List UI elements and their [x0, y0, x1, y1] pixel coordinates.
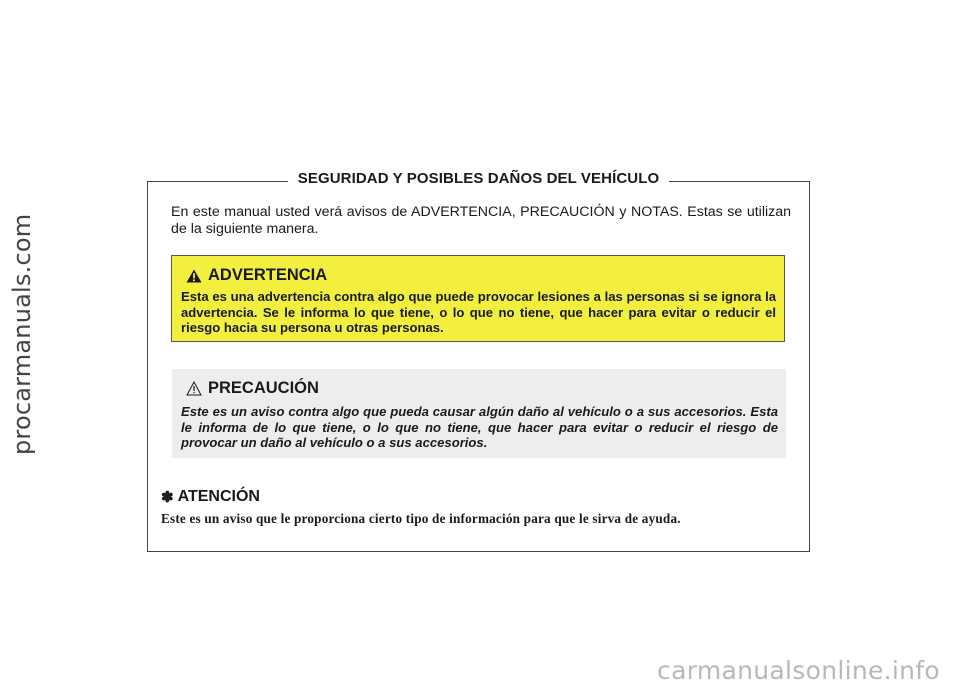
bottom-watermark: carmanualsonline.info [657, 656, 940, 685]
caution-heading [186, 379, 319, 398]
section-title-row [148, 170, 809, 188]
caution-text: Este es un aviso contra algo que pueda causar algún daño al vehículo o a sus accesorios. Esta le informa de lo que tiene, o lo que no tiene, que hacer para evitar o reducir el riesgo de provocar un daño al vehículo o a sus accesorios. [181, 404, 778, 450]
warning-title: ADVERTENCIA [208, 266, 328, 284]
section-title: SEGURIDAD Y POSIBLES DAÑOS DEL VEHÍCULO [288, 170, 669, 187]
warning-text: Esta es una advertencia contra algo que puede provocar lesiones a las personas si se ignora la advertencia. Se le informa lo que tiene, o lo que no tiene, que hacer para evitar o reducir el riesgo hacia su persona u otras personas. [181, 289, 776, 335]
caution-title: PRECAUCIÓN [208, 379, 319, 397]
caution-box [172, 369, 786, 458]
note-heading [161, 488, 260, 506]
side-watermark: procarmanuals.com [8, 213, 36, 455]
note-text: Este es un aviso que le proporciona cierto tipo de información para que le sirva de ayuda. [161, 511, 681, 526]
intro-paragraph: En este manual usted verá avisos de ADVERTENCIA, PRECAUCIÓN y NOTAS. Estas se utilizan de la siguiente manera. [171, 204, 791, 237]
caution-outline-triangle-icon [186, 381, 202, 396]
safety-section-frame [147, 170, 810, 552]
asterisk-star-icon: ✽ [161, 489, 174, 506]
warning-heading [186, 266, 327, 285]
warning-filled-triangle-icon [186, 269, 202, 283]
warning-box [171, 255, 785, 342]
note-title: ATENCIÓN [177, 488, 260, 505]
